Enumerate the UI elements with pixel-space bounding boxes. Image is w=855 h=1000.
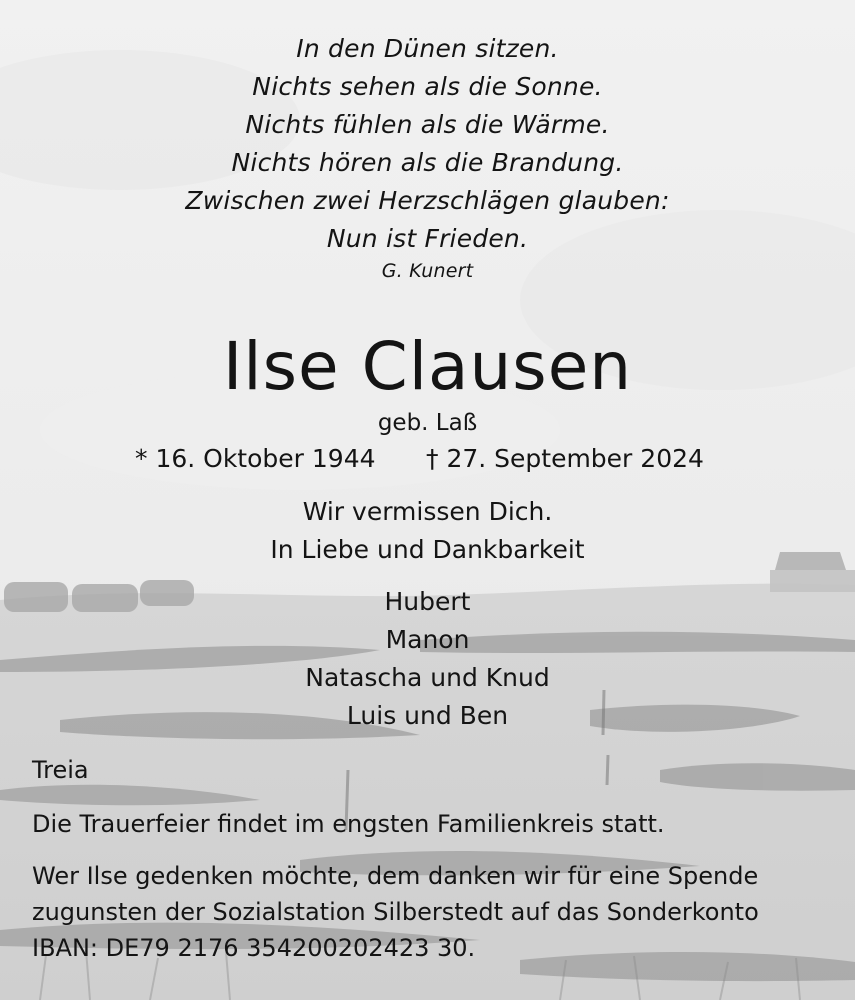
poem-author: G. Kunert [381, 260, 474, 282]
life-dates [0, 440, 855, 478]
donation-line: zugunsten der Sozialstation Silberstedt auf das Sonderkonto [32, 898, 759, 926]
message-line: In Liebe und Dankbarkeit [270, 535, 585, 564]
birth-date: * 16. Oktober 1944 [135, 444, 376, 473]
poem-line: In den Dünen sitzen. [296, 34, 559, 63]
deceased-name: Ilse Clausen [222, 328, 633, 405]
poem-line: Nun ist Frieden. [326, 224, 529, 253]
memorial-poem [0, 30, 855, 284]
ceremony-notice: Die Trauerfeier findet im engsten Familienkreis statt. [32, 810, 665, 838]
donation-notice [32, 858, 842, 966]
mourner-name: Manon [385, 625, 470, 654]
birth-name: geb. Laß [377, 410, 478, 436]
message-line: Wir vermissen Dich. [302, 497, 553, 526]
farewell-message [0, 493, 855, 569]
mourner-name: Natascha und Knud [305, 663, 550, 692]
poem-line: Nichts hören als die Brandung. [231, 148, 624, 177]
poem-line: Zwischen zwei Herzschlägen glauben: [185, 186, 670, 215]
poem-line: Nichts sehen als die Sonne. [252, 72, 603, 101]
mourner-name: Luis und Ben [346, 701, 509, 730]
mourner-name: Hubert [384, 587, 471, 616]
mourners-list [0, 583, 855, 735]
death-date: † 27. September 2024 [426, 444, 704, 473]
poem-line: Nichts fühlen als die Wärme. [245, 110, 610, 139]
place-name: Treia [32, 756, 89, 784]
donation-line: IBAN: DE79 2176 354200202423 30. [32, 934, 476, 962]
donation-line: Wer Ilse gedenken möchte, dem danken wir für eine Spende [32, 862, 759, 890]
